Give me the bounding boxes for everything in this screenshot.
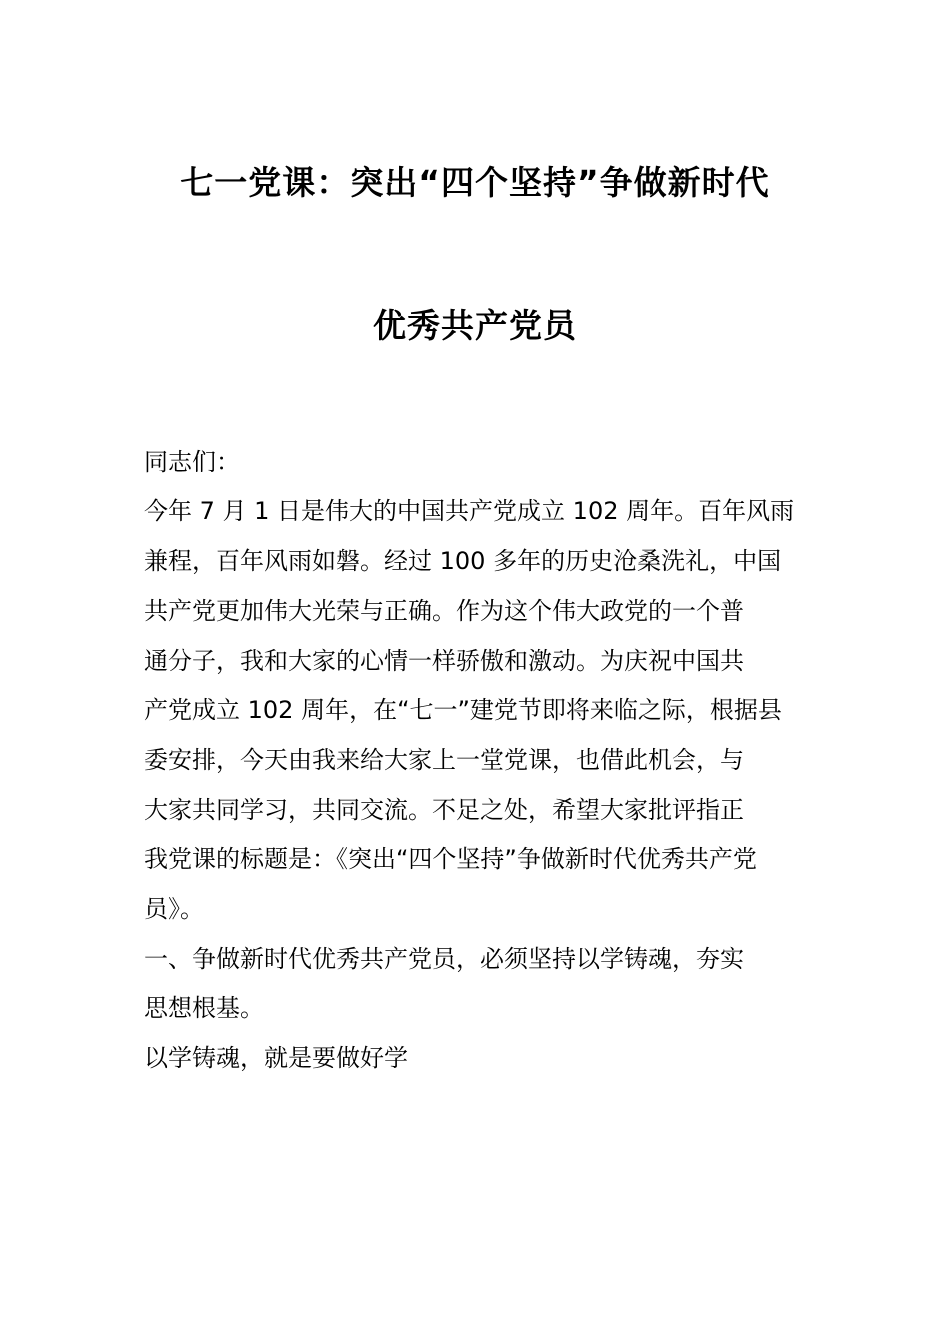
body-line: 产党成立 102 周年，在“七一”建党节即将来临之际，根据县	[144, 696, 782, 724]
body-line: 共产党更加伟大光荣与正确。作为这个伟大政党的一个普	[144, 597, 744, 625]
body-line: 我党课的标题是：《突出“四个坚持”争做新时代优秀共产党	[144, 845, 757, 873]
body-line: 大家共同学习，共同交流。不足之处，希望大家批评指正	[144, 796, 744, 824]
body-line: 以学铸魂，就是要做好学	[144, 1044, 408, 1072]
body-line: 通分子，我和大家的心情一样骄傲和激动。为庆祝中国共	[144, 647, 744, 675]
body-line: 委安排，今天由我来给大家上一堂党课，也借此机会，与	[144, 746, 744, 774]
body-line: 今年 7 月 1 日是伟大的中国共产党成立 102 周年。百年风雨	[144, 497, 795, 525]
title-line-1: 七一党课：突出“四个坚持”争做新时代	[180, 163, 770, 202]
greeting-line: 同志们：	[144, 448, 240, 476]
section-heading-line: 思想根基。	[144, 994, 264, 1022]
body-line: 兼程，百年风雨如磐。经过 100 多年的历史沧桑洗礼，中国	[144, 547, 782, 575]
body-line: 员》。	[144, 895, 204, 923]
section-heading-line: 一、争做新时代优秀共产党员，必须坚持以学铸魂，夯实	[144, 945, 744, 973]
title-line-2: 优秀共产党员	[373, 306, 577, 345]
